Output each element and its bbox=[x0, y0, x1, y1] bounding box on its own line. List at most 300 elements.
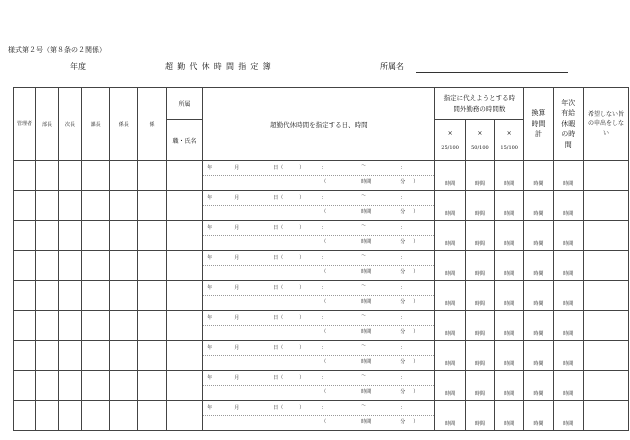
row-open-paren-text: （ bbox=[321, 419, 327, 425]
divider bbox=[203, 205, 434, 206]
designation-table bbox=[13, 87, 629, 431]
converted-cell[interactable] bbox=[524, 221, 553, 251]
unit-hours-text: 時間 bbox=[474, 390, 485, 397]
annual-leave-cell[interactable] bbox=[553, 251, 583, 281]
converted-cell[interactable] bbox=[524, 401, 553, 431]
jicho-sign-cell[interactable] bbox=[58, 311, 81, 341]
rate-15-cell[interactable] bbox=[495, 371, 524, 401]
bucho-sign-cell[interactable] bbox=[35, 401, 58, 431]
row-colon-text: ： bbox=[321, 255, 327, 261]
rate-25-header: × 25/100 bbox=[435, 120, 465, 161]
converted-cell[interactable] bbox=[524, 341, 553, 371]
unit-hours-text: 時間 bbox=[533, 240, 544, 247]
unit-hours-text: 時間 bbox=[504, 420, 515, 427]
approval-sign-cell[interactable] bbox=[14, 251, 36, 281]
row-hours-text: 時間 bbox=[361, 329, 372, 335]
row-close-paren-text: ） bbox=[299, 225, 305, 231]
jicho-sign-cell[interactable] bbox=[58, 341, 81, 371]
row-colon-text: ： bbox=[400, 405, 406, 411]
department-label: 所属名 bbox=[380, 62, 404, 71]
converted-header: 換算時間計 bbox=[524, 88, 553, 161]
unit-hours-text: 時間 bbox=[474, 270, 485, 277]
unit-hours-text: 時間 bbox=[474, 300, 485, 307]
row-end-paren-text: ） bbox=[413, 179, 419, 185]
divider bbox=[203, 325, 434, 326]
unit-hours-text: 時間 bbox=[474, 180, 485, 187]
rate-50-cell[interactable] bbox=[465, 251, 494, 281]
table-row bbox=[14, 341, 629, 371]
name-cell[interactable] bbox=[166, 371, 203, 401]
approval-sign-cell[interactable] bbox=[14, 311, 36, 341]
annual-leave-cell[interactable] bbox=[553, 161, 583, 191]
rate-15-cell[interactable] bbox=[495, 221, 524, 251]
row-colon-text: ： bbox=[321, 345, 327, 351]
annual-leave-cell[interactable] bbox=[553, 371, 583, 401]
row-minutes-text: 分 bbox=[400, 329, 406, 335]
row-year-text: 年 bbox=[207, 375, 213, 381]
row-month-text: 月 bbox=[234, 165, 240, 171]
unit-hours-text: 時間 bbox=[533, 270, 544, 277]
row-colon-text: ： bbox=[321, 375, 327, 381]
rate-25-cell[interactable] bbox=[435, 221, 465, 251]
jicho-sign-cell[interactable] bbox=[58, 371, 81, 401]
row-month-text: 月 bbox=[234, 195, 240, 201]
row-tilde-text: ～ bbox=[361, 283, 367, 289]
row-year-text: 年 bbox=[207, 255, 213, 261]
row-year-text: 年 bbox=[207, 225, 213, 231]
row-colon-text: ： bbox=[400, 375, 406, 381]
jicho-sign-cell[interactable] bbox=[58, 191, 81, 221]
row-month-text: 月 bbox=[234, 345, 240, 351]
converted-cell[interactable] bbox=[524, 191, 553, 221]
rate-15-cell[interactable] bbox=[495, 251, 524, 281]
jicho-header: 次長 bbox=[58, 88, 81, 161]
kakaricho-sign-cell[interactable] bbox=[110, 341, 138, 371]
unit-hours-text: 時間 bbox=[445, 390, 456, 397]
name-cell[interactable] bbox=[166, 161, 203, 191]
approval-sign-cell[interactable] bbox=[14, 341, 36, 371]
hope-cell[interactable] bbox=[583, 311, 628, 341]
row-hours-text: 時間 bbox=[361, 239, 372, 245]
jicho-sign-cell[interactable] bbox=[58, 221, 81, 251]
kacho-sign-cell[interactable] bbox=[81, 401, 109, 431]
unit-hours-text: 時間 bbox=[563, 210, 574, 217]
rate-15-cell[interactable] bbox=[495, 281, 524, 311]
name-cell[interactable] bbox=[166, 401, 203, 431]
row-day-text: 日（ bbox=[273, 165, 284, 171]
row-year-text: 年 bbox=[207, 285, 213, 291]
rate-50-cell[interactable] bbox=[465, 161, 494, 191]
unit-hours-text: 時間 bbox=[533, 180, 544, 187]
kakari-sign-cell[interactable] bbox=[138, 311, 166, 341]
table-row bbox=[14, 401, 629, 431]
kakari-sign-cell[interactable] bbox=[138, 161, 166, 191]
row-month-text: 月 bbox=[234, 285, 240, 291]
rate-50-cell[interactable] bbox=[465, 311, 494, 341]
kakari-header: 係 bbox=[138, 88, 166, 161]
converted-cell[interactable] bbox=[524, 371, 553, 401]
unit-hours-text: 時間 bbox=[504, 330, 515, 337]
unit-hours-text: 時間 bbox=[445, 180, 456, 187]
row-minutes-text: 分 bbox=[400, 239, 406, 245]
approval-sign-cell[interactable] bbox=[14, 281, 36, 311]
unit-hours-text: 時間 bbox=[445, 240, 456, 247]
unit-hours-text: 時間 bbox=[474, 330, 485, 337]
table-row bbox=[14, 251, 629, 281]
annual-leave-cell[interactable] bbox=[553, 401, 583, 431]
rate-50-cell[interactable] bbox=[465, 191, 494, 221]
kacho-sign-cell[interactable] bbox=[81, 251, 109, 281]
row-colon-text: ： bbox=[400, 285, 406, 291]
row-month-text: 月 bbox=[234, 315, 240, 321]
unit-hours-text: 時間 bbox=[504, 360, 515, 367]
rate-15-cell[interactable] bbox=[495, 401, 524, 431]
bucho-sign-cell[interactable] bbox=[35, 341, 58, 371]
row-end-paren-text: ） bbox=[413, 359, 419, 365]
annual-leave-cell[interactable] bbox=[553, 311, 583, 341]
row-close-paren-text: ） bbox=[299, 165, 305, 171]
row-open-paren-text: （ bbox=[321, 269, 327, 275]
row-day-text: 日（ bbox=[273, 405, 284, 411]
table-row bbox=[14, 191, 629, 221]
kakari-sign-cell[interactable] bbox=[138, 281, 166, 311]
row-end-paren-text: ） bbox=[413, 389, 419, 395]
unit-hours-text: 時間 bbox=[474, 420, 485, 427]
unit-hours-text: 時間 bbox=[533, 300, 544, 307]
rate-50-cell[interactable] bbox=[465, 371, 494, 401]
rate-15-header: × 15/100 bbox=[495, 120, 524, 161]
designation-cell[interactable] bbox=[203, 401, 435, 431]
unit-hours-text: 時間 bbox=[504, 180, 515, 187]
unit-hours-text: 時間 bbox=[504, 240, 515, 247]
bucho-sign-cell[interactable] bbox=[35, 161, 58, 191]
divider bbox=[203, 235, 434, 236]
jicho-sign-cell[interactable] bbox=[58, 281, 81, 311]
row-tilde-text: ～ bbox=[361, 343, 367, 349]
kakaricho-sign-cell[interactable] bbox=[110, 401, 138, 431]
unit-hours-text: 時間 bbox=[474, 360, 485, 367]
rate-25-cell[interactable] bbox=[435, 401, 465, 431]
row-hours-text: 時間 bbox=[361, 299, 372, 305]
bucho-header: 部長 bbox=[35, 88, 58, 161]
table-row bbox=[14, 161, 629, 191]
row-colon-text: ： bbox=[321, 285, 327, 291]
kacho-sign-cell[interactable] bbox=[81, 161, 109, 191]
row-day-text: 日（ bbox=[273, 255, 284, 261]
bucho-sign-cell[interactable] bbox=[35, 191, 58, 221]
divider bbox=[203, 175, 434, 176]
bucho-sign-cell[interactable] bbox=[35, 371, 58, 401]
kacho-sign-cell[interactable] bbox=[81, 221, 109, 251]
rate-15-cell[interactable] bbox=[495, 191, 524, 221]
unit-hours-text: 時間 bbox=[563, 240, 574, 247]
kakari-sign-cell[interactable] bbox=[138, 251, 166, 281]
approval-header: 管理者 bbox=[14, 88, 36, 161]
divider bbox=[203, 415, 434, 416]
annual-leave-cell[interactable] bbox=[553, 341, 583, 371]
bucho-sign-cell[interactable] bbox=[35, 311, 58, 341]
unit-hours-text: 時間 bbox=[563, 360, 574, 367]
kakaricho-sign-cell[interactable] bbox=[110, 221, 138, 251]
rate-50-cell[interactable] bbox=[465, 341, 494, 371]
row-month-text: 月 bbox=[234, 405, 240, 411]
row-open-paren-text: （ bbox=[321, 239, 327, 245]
row-colon-text: ： bbox=[321, 195, 327, 201]
row-month-text: 月 bbox=[234, 255, 240, 261]
unit-hours-text: 時間 bbox=[445, 270, 456, 277]
row-hours-text: 時間 bbox=[361, 179, 372, 185]
jicho-sign-cell[interactable] bbox=[58, 401, 81, 431]
bucho-sign-cell[interactable] bbox=[35, 281, 58, 311]
converted-cell[interactable] bbox=[524, 161, 553, 191]
rate-25-cell[interactable] bbox=[435, 281, 465, 311]
unit-hours-text: 時間 bbox=[474, 240, 485, 247]
approval-sign-cell[interactable] bbox=[14, 161, 36, 191]
kakaricho-header: 係長 bbox=[110, 88, 138, 161]
row-minutes-text: 分 bbox=[400, 299, 406, 305]
rate-25-cell[interactable] bbox=[435, 161, 465, 191]
designation-cell[interactable] bbox=[203, 161, 435, 191]
row-hours-text: 時間 bbox=[361, 389, 372, 395]
kakari-sign-cell[interactable] bbox=[138, 401, 166, 431]
unit-hours-text: 時間 bbox=[563, 270, 574, 277]
rate-15-cell[interactable] bbox=[495, 311, 524, 341]
kacho-sign-cell[interactable] bbox=[81, 191, 109, 221]
rate-50-header: × 50/100 bbox=[465, 120, 494, 161]
row-close-paren-text: ） bbox=[299, 195, 305, 201]
divider bbox=[203, 265, 434, 266]
rate-15-cell[interactable] bbox=[495, 341, 524, 371]
jicho-sign-cell[interactable] bbox=[58, 251, 81, 281]
kakaricho-sign-cell[interactable] bbox=[110, 161, 138, 191]
divider bbox=[203, 385, 434, 386]
row-colon-text: ： bbox=[400, 195, 406, 201]
hope-cell[interactable] bbox=[583, 251, 628, 281]
annual-leave-cell[interactable] bbox=[553, 281, 583, 311]
row-colon-text: ： bbox=[321, 405, 327, 411]
unit-hours-text: 時間 bbox=[563, 420, 574, 427]
row-open-paren-text: （ bbox=[321, 209, 327, 215]
row-day-text: 日（ bbox=[273, 375, 284, 381]
row-day-text: 日（ bbox=[273, 285, 284, 291]
row-colon-text: ： bbox=[400, 255, 406, 261]
name-cell[interactable] bbox=[166, 311, 203, 341]
unit-hours-text: 時間 bbox=[504, 210, 515, 217]
unit-hours-text: 時間 bbox=[445, 330, 456, 337]
kakari-sign-cell[interactable] bbox=[138, 371, 166, 401]
kakari-sign-cell[interactable] bbox=[138, 221, 166, 251]
row-tilde-text: ～ bbox=[361, 403, 367, 409]
hope-cell[interactable] bbox=[583, 281, 628, 311]
rate-50-cell[interactable] bbox=[465, 221, 494, 251]
unit-hours-text: 時間 bbox=[563, 390, 574, 397]
row-end-paren-text: ） bbox=[413, 239, 419, 245]
row-minutes-text: 分 bbox=[400, 209, 406, 215]
designation-cell[interactable] bbox=[203, 281, 435, 311]
row-colon-text: ： bbox=[400, 315, 406, 321]
divider bbox=[203, 355, 434, 356]
row-minutes-text: 分 bbox=[400, 179, 406, 185]
row-day-text: 日（ bbox=[273, 345, 284, 351]
row-year-text: 年 bbox=[207, 195, 213, 201]
row-tilde-text: ～ bbox=[361, 223, 367, 229]
approval-sign-cell[interactable] bbox=[14, 401, 36, 431]
approval-sign-cell[interactable] bbox=[14, 371, 36, 401]
designation-cell[interactable] bbox=[203, 371, 435, 401]
affiliation-header: 所属 bbox=[166, 88, 203, 120]
row-end-paren-text: ） bbox=[413, 269, 419, 275]
converted-cell[interactable] bbox=[524, 281, 553, 311]
name-cell[interactable] bbox=[166, 281, 203, 311]
row-close-paren-text: ） bbox=[299, 285, 305, 291]
hope-cell[interactable] bbox=[583, 221, 628, 251]
row-month-text: 月 bbox=[234, 375, 240, 381]
row-end-paren-text: ） bbox=[413, 419, 419, 425]
row-year-text: 年 bbox=[207, 405, 213, 411]
name-header: 職・氏名 bbox=[166, 120, 203, 161]
kakaricho-sign-cell[interactable] bbox=[110, 191, 138, 221]
unit-hours-text: 時間 bbox=[533, 390, 544, 397]
row-minutes-text: 分 bbox=[400, 389, 406, 395]
designation-cell[interactable] bbox=[203, 221, 435, 251]
unit-hours-text: 時間 bbox=[504, 390, 515, 397]
kakaricho-sign-cell[interactable] bbox=[110, 371, 138, 401]
row-close-paren-text: ） bbox=[299, 345, 305, 351]
kacho-sign-cell[interactable] bbox=[81, 341, 109, 371]
hope-header: 希望しない旨の申出をしない bbox=[583, 88, 628, 161]
department-field[interactable] bbox=[416, 72, 568, 73]
unit-hours-text: 時間 bbox=[445, 360, 456, 367]
kacho-sign-cell[interactable] bbox=[81, 311, 109, 341]
designation-cell[interactable] bbox=[203, 341, 435, 371]
row-colon-text: ： bbox=[400, 225, 406, 231]
annual-leave-cell[interactable] bbox=[553, 191, 583, 221]
kacho-header: 課長 bbox=[81, 88, 109, 161]
unit-hours-text: 時間 bbox=[563, 330, 574, 337]
hope-cell[interactable] bbox=[583, 161, 628, 191]
page-title: 超勤代休時間指定簿 bbox=[165, 62, 275, 71]
row-close-paren-text: ） bbox=[299, 255, 305, 261]
kakari-sign-cell[interactable] bbox=[138, 341, 166, 371]
unit-hours-text: 時間 bbox=[533, 210, 544, 217]
approval-sign-cell[interactable] bbox=[14, 191, 36, 221]
rate-50-cell[interactable] bbox=[465, 401, 494, 431]
row-tilde-text: ～ bbox=[361, 163, 367, 169]
row-colon-text: ： bbox=[321, 165, 327, 171]
name-cell[interactable] bbox=[166, 221, 203, 251]
row-day-text: 日（ bbox=[273, 225, 284, 231]
row-minutes-text: 分 bbox=[400, 359, 406, 365]
row-hours-text: 時間 bbox=[361, 269, 372, 275]
annual-leave-cell[interactable] bbox=[553, 221, 583, 251]
year-label: 年度 bbox=[70, 62, 86, 71]
designation-header: 超勤代休時間を指定する日、時間 bbox=[203, 88, 435, 161]
rate-15-cell[interactable] bbox=[495, 161, 524, 191]
designation-cell[interactable] bbox=[203, 251, 435, 281]
row-close-paren-text: ） bbox=[299, 375, 305, 381]
row-colon-text: ： bbox=[321, 225, 327, 231]
name-cell[interactable] bbox=[166, 191, 203, 221]
rate-25-cell[interactable] bbox=[435, 341, 465, 371]
row-hours-text: 時間 bbox=[361, 359, 372, 365]
row-day-text: 日（ bbox=[273, 315, 284, 321]
hope-cell[interactable] bbox=[583, 341, 628, 371]
converted-cell[interactable] bbox=[524, 311, 553, 341]
row-open-paren-text: （ bbox=[321, 389, 327, 395]
table-row bbox=[14, 311, 629, 341]
hope-cell[interactable] bbox=[583, 371, 628, 401]
unit-hours-text: 時間 bbox=[504, 270, 515, 277]
rate-25-cell[interactable] bbox=[435, 371, 465, 401]
name-cell[interactable] bbox=[166, 341, 203, 371]
divider bbox=[203, 295, 434, 296]
row-month-text: 月 bbox=[234, 225, 240, 231]
row-end-paren-text: ） bbox=[413, 329, 419, 335]
bucho-sign-cell[interactable] bbox=[35, 221, 58, 251]
approval-sign-cell[interactable] bbox=[14, 221, 36, 251]
kakari-sign-cell[interactable] bbox=[138, 191, 166, 221]
row-year-text: 年 bbox=[207, 345, 213, 351]
row-tilde-text: ～ bbox=[361, 193, 367, 199]
kakaricho-sign-cell[interactable] bbox=[110, 281, 138, 311]
form-number: 様式第２号（第８条の２関係） bbox=[8, 46, 106, 54]
unit-hours-text: 時間 bbox=[533, 420, 544, 427]
hope-cell[interactable] bbox=[583, 191, 628, 221]
unit-hours-text: 時間 bbox=[474, 210, 485, 217]
row-close-paren-text: ） bbox=[299, 315, 305, 321]
row-year-text: 年 bbox=[207, 165, 213, 171]
row-open-paren-text: （ bbox=[321, 299, 327, 305]
kacho-sign-cell[interactable] bbox=[81, 281, 109, 311]
row-open-paren-text: （ bbox=[321, 179, 327, 185]
converted-cell[interactable] bbox=[524, 251, 553, 281]
unit-hours-text: 時間 bbox=[563, 300, 574, 307]
kacho-sign-cell[interactable] bbox=[81, 371, 109, 401]
row-colon-text: ： bbox=[321, 315, 327, 321]
row-end-paren-text: ） bbox=[413, 299, 419, 305]
rate-25-cell[interactable] bbox=[435, 311, 465, 341]
designation-cell[interactable] bbox=[203, 311, 435, 341]
row-open-paren-text: （ bbox=[321, 359, 327, 365]
table-row bbox=[14, 371, 629, 401]
overtime-group-header: 指定に代えようとする時間外勤務の時間数 bbox=[435, 88, 524, 120]
rate-25-cell[interactable] bbox=[435, 251, 465, 281]
row-day-text: 日（ bbox=[273, 195, 284, 201]
row-tilde-text: ～ bbox=[361, 253, 367, 259]
unit-hours-text: 時間 bbox=[563, 180, 574, 187]
jicho-sign-cell[interactable] bbox=[58, 161, 81, 191]
row-year-text: 年 bbox=[207, 315, 213, 321]
rate-25-cell[interactable] bbox=[435, 191, 465, 221]
name-cell[interactable] bbox=[166, 251, 203, 281]
kakaricho-sign-cell[interactable] bbox=[110, 251, 138, 281]
row-end-paren-text: ） bbox=[413, 209, 419, 215]
rate-50-cell[interactable] bbox=[465, 281, 494, 311]
unit-hours-text: 時間 bbox=[445, 210, 456, 217]
row-minutes-text: 分 bbox=[400, 419, 406, 425]
kakaricho-sign-cell[interactable] bbox=[110, 311, 138, 341]
unit-hours-text: 時間 bbox=[533, 360, 544, 367]
row-tilde-text: ～ bbox=[361, 313, 367, 319]
table-row bbox=[14, 281, 629, 311]
row-close-paren-text: ） bbox=[299, 405, 305, 411]
unit-hours-text: 時間 bbox=[445, 420, 456, 427]
designation-cell[interactable] bbox=[203, 191, 435, 221]
hope-cell[interactable] bbox=[583, 401, 628, 431]
unit-hours-text: 時間 bbox=[445, 300, 456, 307]
row-hours-text: 時間 bbox=[361, 209, 372, 215]
bucho-sign-cell[interactable] bbox=[35, 251, 58, 281]
